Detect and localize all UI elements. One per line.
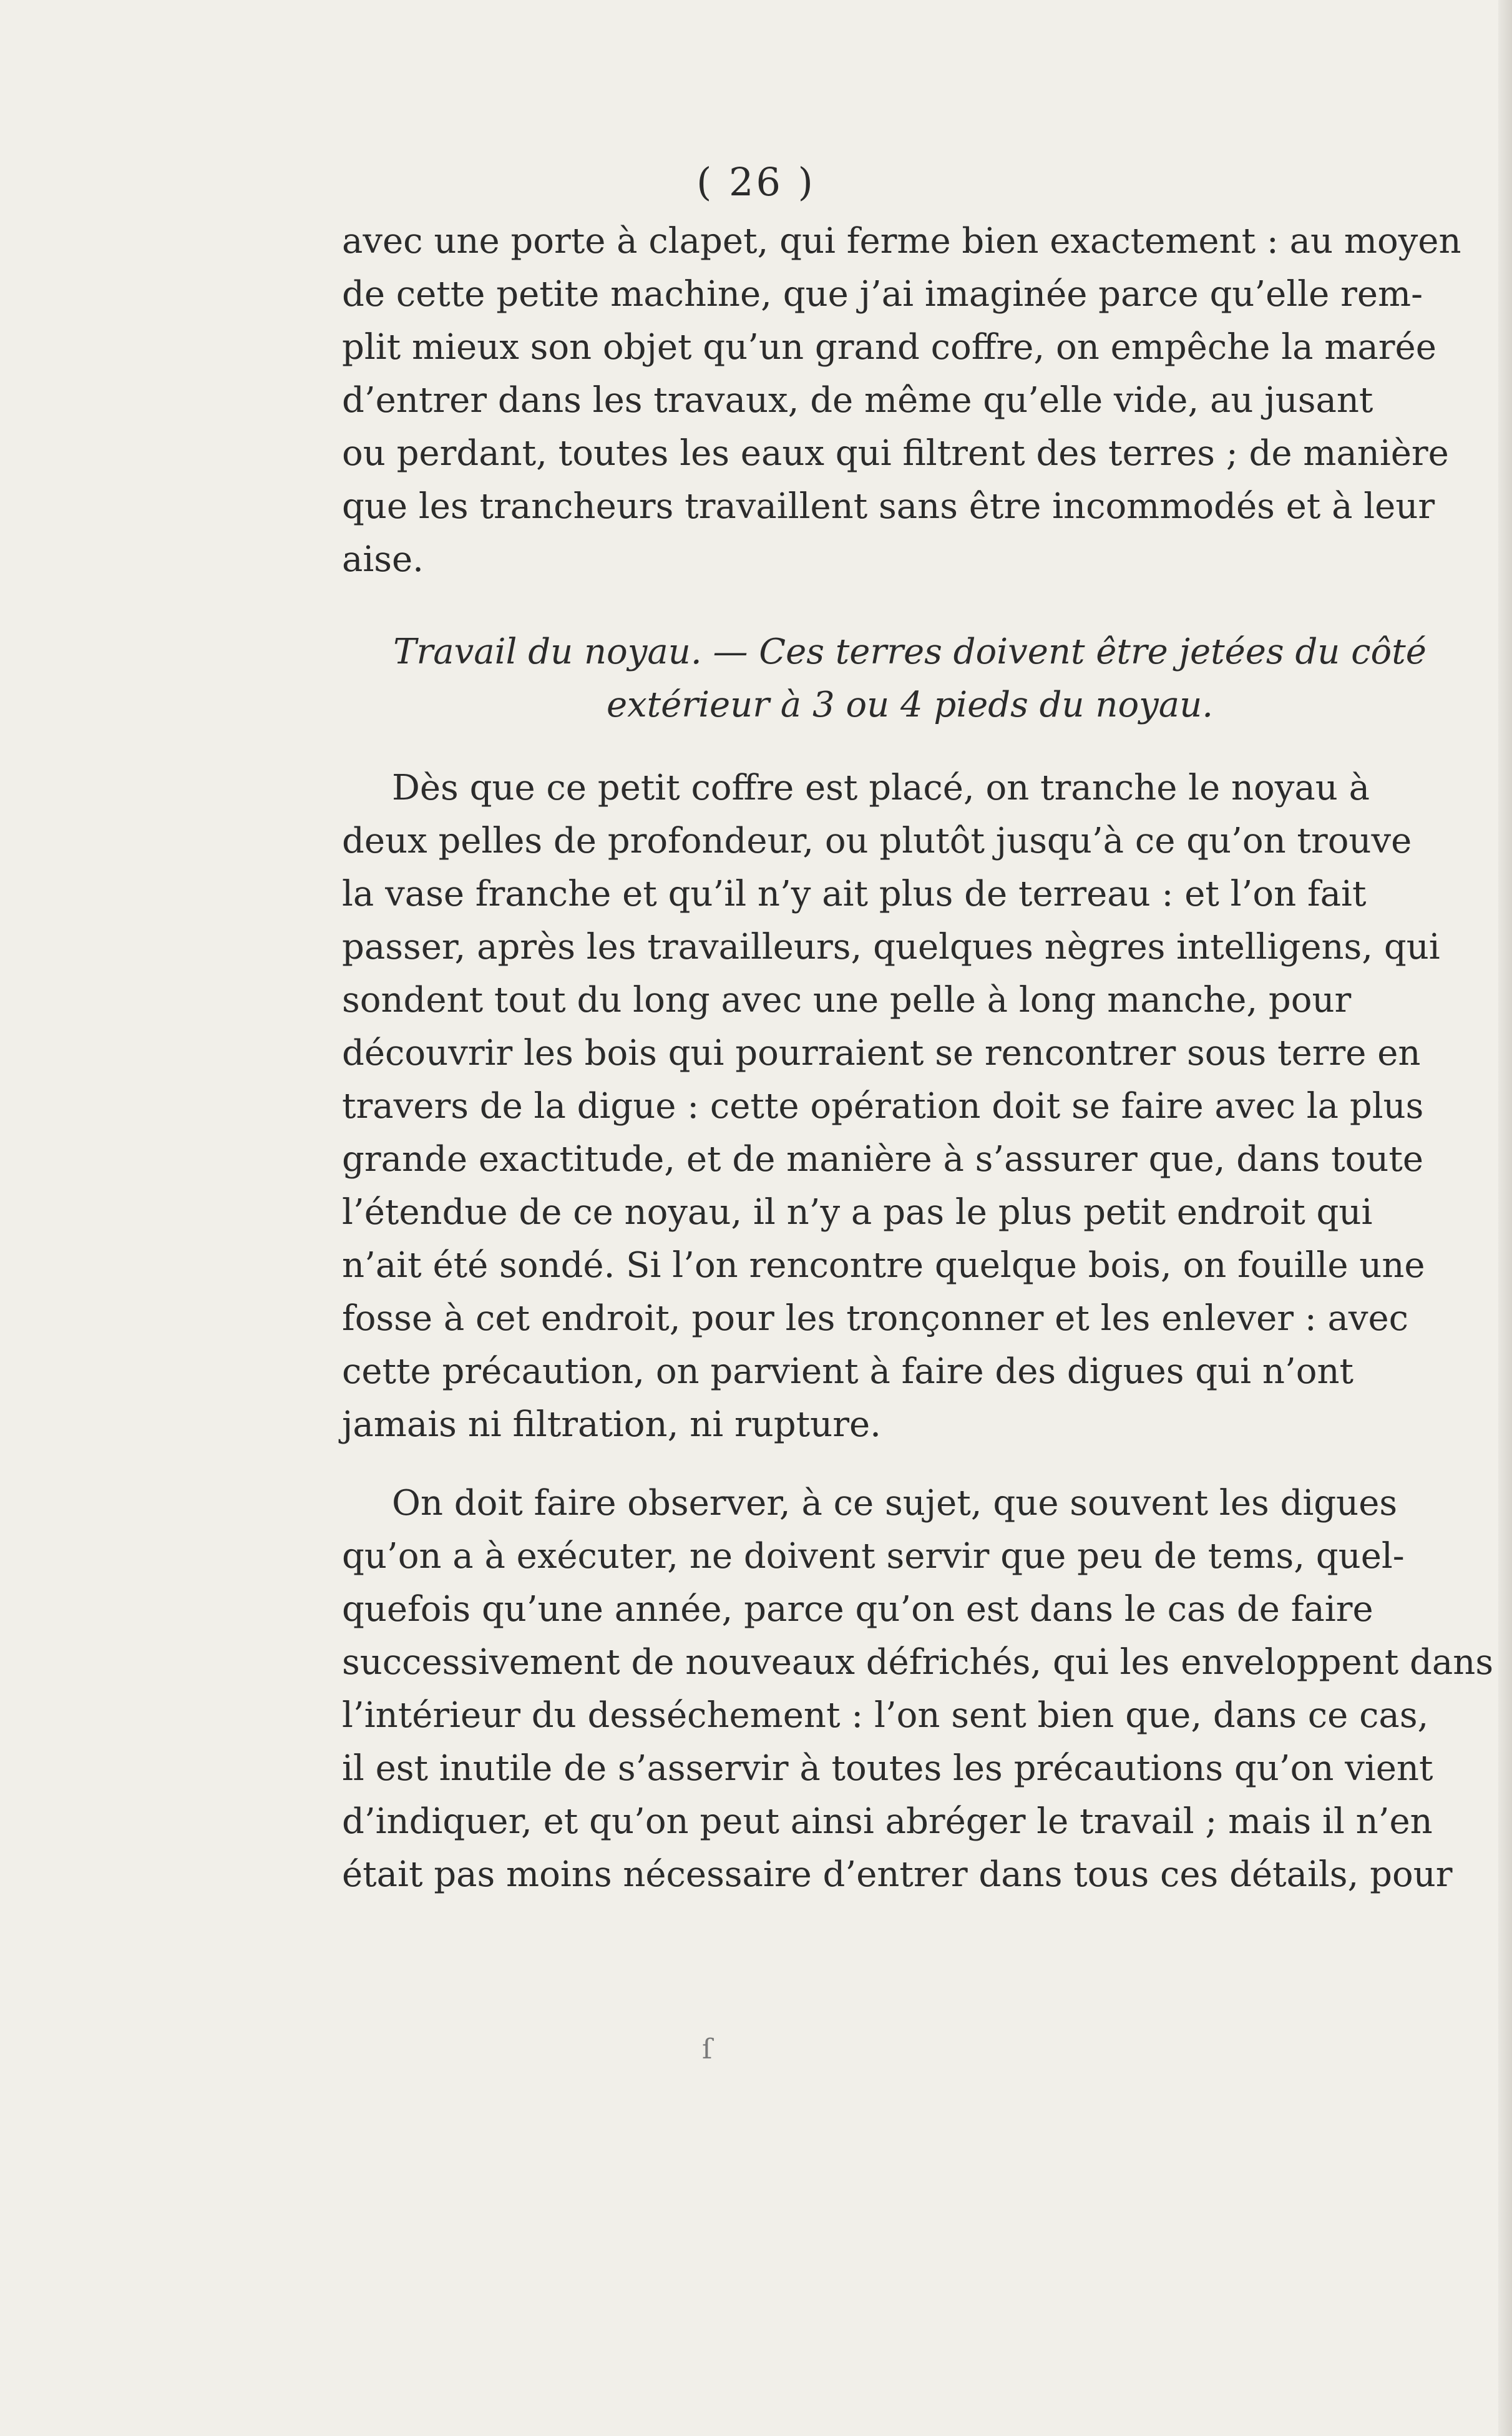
text-line: sondent tout du long avec une pelle à long manche, pour [342, 980, 1352, 1020]
text-line: passer, après les travailleurs, quelques nègres intelligens, qui [342, 927, 1440, 967]
paragraph-3 [342, 1477, 1494, 1901]
text-line: l’étendue de ce noyau, il n’y a pas le plus petit endroit qui [342, 1192, 1373, 1233]
text-line: grande exactitude, et de manière à s’assurer que, dans toute [342, 1139, 1424, 1180]
text-line: ou perdant, toutes les eaux qui filtrent des terres ; de manière [342, 433, 1449, 474]
page-number: ( 26 ) [696, 159, 816, 205]
text-line: d’entrer dans les travaux, de même qu’elle vide, au jusant [342, 380, 1373, 421]
text-line: la vase franche et qu’il n’y ait plus de terreau : et l’on fait [342, 874, 1367, 914]
paragraph-2 [342, 761, 1478, 1451]
text-line: successivement de nouveaux défrichés, qui les enveloppent dans [342, 1642, 1494, 1683]
text-line: d’indiquer, et qu’on peut ainsi abréger le travail ; mais il n’en [342, 1801, 1433, 1842]
text-line: il est inutile de s’asservir à toutes les précautions qu’on vient [342, 1748, 1433, 1789]
text-line: deux pelles de profondeur, ou plutôt jusqu’à ce qu’on trouve [342, 821, 1412, 861]
text-line: quefois qu’une année, parce qu’on est dans le cas de faire [342, 1589, 1373, 1630]
text-line: travers de la digue : cette opération doit se faire avec la plus [342, 1086, 1424, 1127]
text-line: de cette petite machine, que j’ai imaginée parce qu’elle rem- [342, 274, 1423, 315]
text-line: fosse à cet endroit, pour les tronçonner et les enlever : avec [342, 1298, 1409, 1339]
text-line: jamais ni filtration, ni rupture. [342, 1404, 881, 1445]
text-line: que les trancheurs travaillent sans être incommodés et à leur [342, 486, 1435, 527]
text-line: n’ait été sondé. Si l’on rencontre quelque bois, on fouille une [342, 1245, 1425, 1286]
paragraph-1 [342, 215, 1478, 586]
text-line: l’intérieur du desséchement : l’on sent bien que, dans ce cas, [342, 1695, 1429, 1736]
section-heading [342, 625, 1478, 731]
heading-line: Travail du noyau. — Ces terres doivent être jetées du côté [393, 632, 1427, 672]
text-line: découvrir les bois qui pourraient se rencontrer sous terre en [342, 1033, 1421, 1074]
page-edge [1498, 0, 1512, 2436]
stray-print-mark: ſ [702, 2033, 713, 2065]
text-line: était pas moins nécessaire d’entrer dans tous ces détails, pour [342, 1854, 1453, 1895]
text-line: plit mieux son objet qu’un grand coffre, on empêche la marée [342, 327, 1436, 368]
text-line: Dès que ce petit coffre est placé, on tranche le noyau à [392, 768, 1370, 808]
text-line: qu’on a à exécuter, ne doivent servir que peu de tems, quel- [342, 1536, 1405, 1577]
heading-line: extérieur à 3 ou 4 pieds du noyau. [606, 685, 1214, 725]
text-line: aise. [342, 539, 424, 580]
text-line: On doit faire observer, à ce sujet, que souvent les digues [392, 1483, 1398, 1524]
text-line: cette précaution, on parvient à faire des digues qui n’ont [342, 1351, 1354, 1392]
text-line: avec une porte à clapet, qui ferme bien exactement : au moyen [342, 221, 1461, 262]
